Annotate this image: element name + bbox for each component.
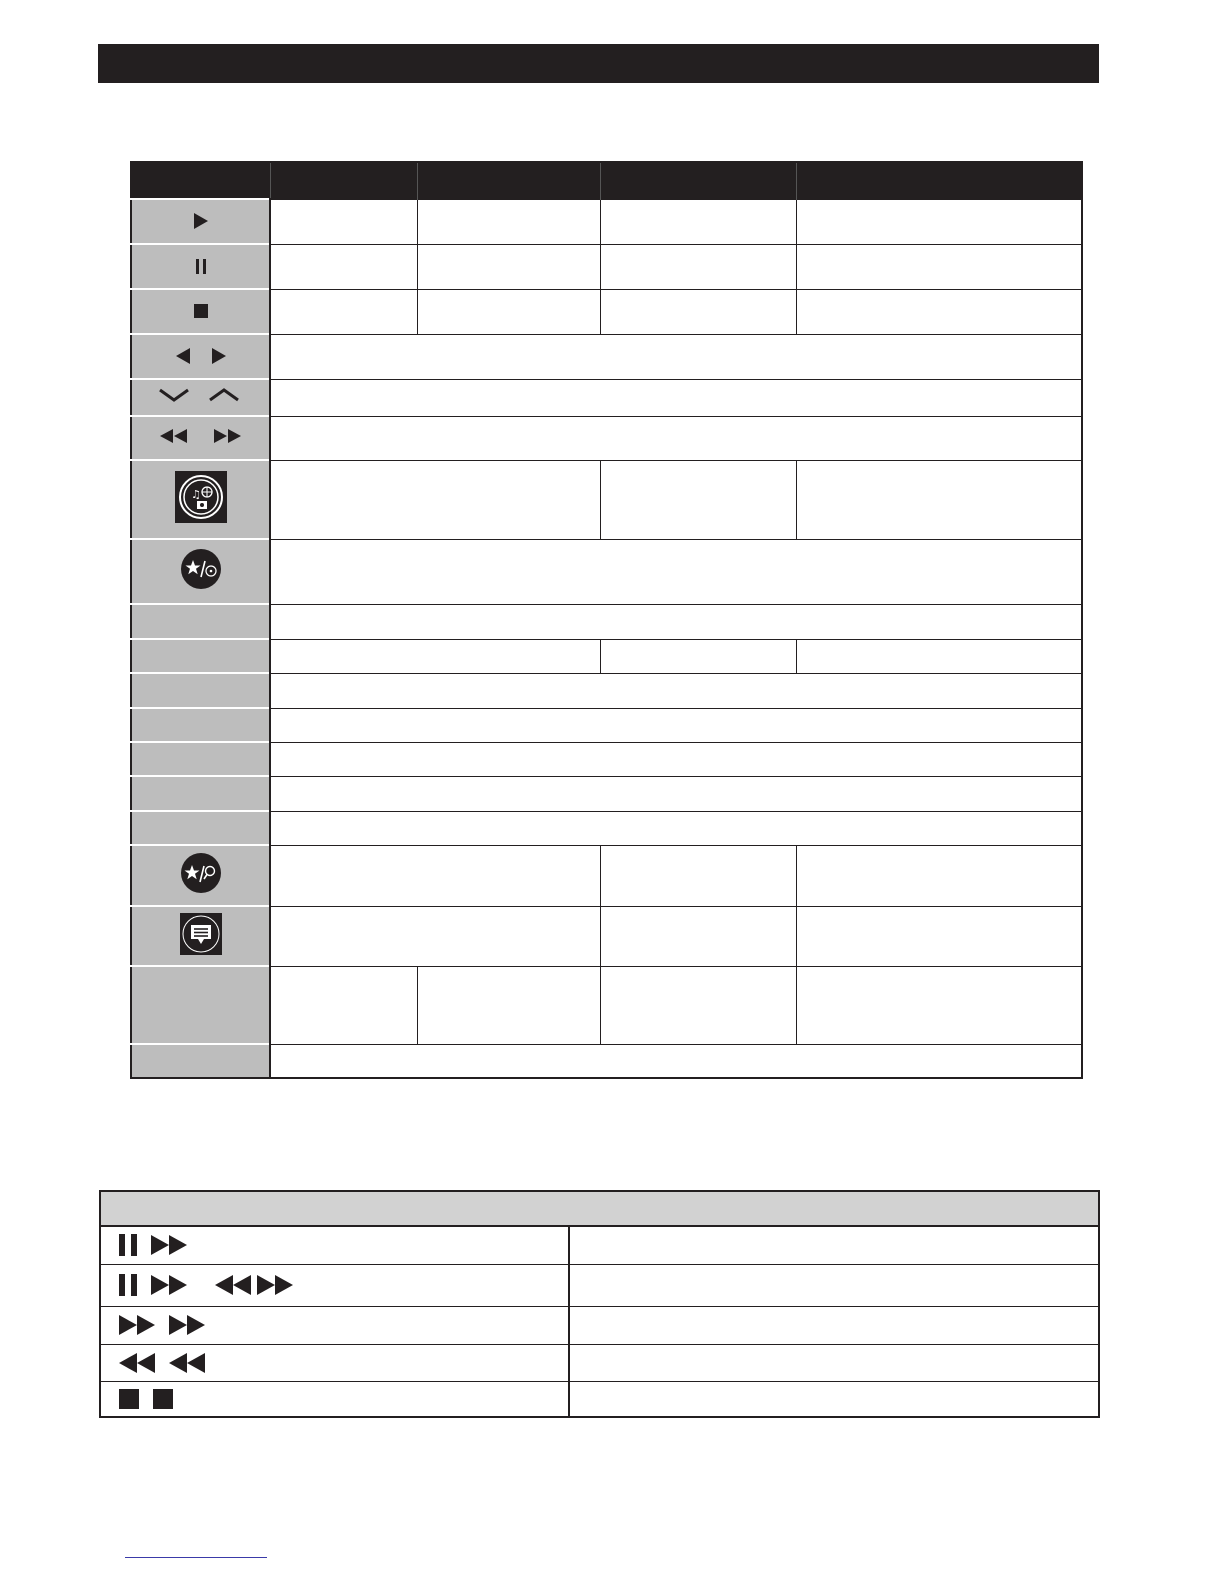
cell: [600, 639, 796, 673]
cell: [796, 845, 1082, 906]
key-cell: [131, 334, 270, 379]
table-row: [131, 334, 1082, 379]
cell: [270, 199, 417, 244]
key-cell: [131, 244, 270, 289]
rewind-icon: [169, 1353, 205, 1373]
table-row: [131, 776, 1082, 811]
table-row: [100, 1264, 1099, 1306]
table-row: [131, 379, 1082, 416]
table-row: [131, 289, 1082, 334]
table-row: [131, 673, 1082, 708]
cell: [796, 966, 1082, 1044]
table-row: [131, 639, 1082, 673]
pause-icon: [119, 1234, 137, 1256]
play-icon: [194, 213, 208, 229]
cell: [417, 199, 600, 244]
cell: [600, 906, 796, 966]
star-guide-button-icon: [180, 548, 222, 590]
cell: [417, 966, 600, 1044]
header-cell: [796, 162, 1082, 199]
rewind-icon: [119, 1353, 155, 1373]
cell: [270, 776, 1082, 811]
stop-icon: [194, 304, 208, 318]
cell: [270, 604, 1082, 639]
cell: [270, 539, 1082, 604]
key-cell: [131, 845, 270, 906]
table-row: [131, 416, 1082, 460]
description-cell: [569, 1344, 1099, 1381]
cell: [270, 906, 600, 966]
key-combo-cell: [100, 1226, 569, 1264]
table-header-row: [100, 1191, 1099, 1226]
playback-key-table: [99, 1190, 1100, 1418]
cell: [270, 289, 417, 334]
section-header-bar: [98, 44, 1099, 83]
cell: [270, 334, 1082, 379]
header-cell: [131, 162, 270, 199]
cell: [270, 244, 417, 289]
cell: [270, 460, 600, 539]
table-row: [131, 460, 1082, 539]
cell: [796, 460, 1082, 539]
star-search-button-icon: [180, 852, 222, 894]
media-browser-button-icon: [175, 471, 227, 523]
table-row: [100, 1226, 1099, 1264]
table-row: [131, 1044, 1082, 1078]
fast-forward-icon: [257, 1275, 293, 1295]
cell: [270, 416, 1082, 460]
cell: [270, 811, 1082, 845]
cell: [796, 199, 1082, 244]
cell: [600, 199, 796, 244]
key-cell: [131, 1044, 270, 1078]
table-row: [131, 845, 1082, 906]
key-combo-cell: [100, 1344, 569, 1381]
table-row: [131, 199, 1082, 244]
cell: [417, 244, 600, 289]
table-row: [100, 1344, 1099, 1381]
table-row: [131, 811, 1082, 845]
svg-text:♫: ♫: [190, 488, 201, 501]
table-row: [100, 1306, 1099, 1344]
subtitle-button-icon: [180, 913, 222, 955]
cell: [270, 379, 1082, 416]
cell: [270, 742, 1082, 776]
stop-icon: [119, 1389, 139, 1409]
key-combo-cell: [100, 1381, 569, 1417]
left-arrow-icon: [176, 348, 190, 364]
cell: [600, 845, 796, 906]
cell: [270, 673, 1082, 708]
cell: [796, 906, 1082, 966]
key-cell: [131, 776, 270, 811]
key-cell: [131, 966, 270, 1044]
cell: [600, 966, 796, 1044]
table-row: [131, 604, 1082, 639]
cell: [270, 845, 600, 906]
cell: [270, 966, 417, 1044]
table-row: [100, 1381, 1099, 1417]
description-cell: [569, 1381, 1099, 1417]
header-cell: [270, 162, 417, 199]
table-row: [131, 966, 1082, 1044]
pause-icon: [196, 259, 206, 274]
header-cell: [100, 1191, 1099, 1226]
right-arrow-icon: [212, 348, 226, 364]
cell: [600, 289, 796, 334]
key-combo-cell: [100, 1306, 569, 1344]
cell: [417, 289, 600, 334]
pause-icon: [119, 1274, 137, 1296]
table-row: [131, 708, 1082, 742]
table-row: [131, 906, 1082, 966]
key-cell: [131, 673, 270, 708]
fast-forward-icon: [119, 1315, 155, 1335]
footer-link-underline[interactable]: [125, 1557, 267, 1558]
key-cell: [131, 639, 270, 673]
fast-forward-icon: [151, 1235, 187, 1255]
table-row: [131, 742, 1082, 776]
key-cell: [131, 460, 270, 539]
down-up-chevrons-icon: [158, 385, 244, 405]
fast-forward-icon: [169, 1315, 205, 1335]
rewind-icon: [215, 1275, 251, 1295]
cell: [270, 708, 1082, 742]
cell: [600, 244, 796, 289]
description-cell: [569, 1306, 1099, 1344]
key-cell: [131, 604, 270, 639]
key-cell: [131, 199, 270, 244]
key-cell: [131, 539, 270, 604]
key-combo-cell: [100, 1264, 569, 1306]
cell: [270, 1044, 1082, 1078]
remote-key-table: [130, 161, 1083, 1079]
description-cell: [569, 1264, 1099, 1306]
key-cell: [131, 906, 270, 966]
key-cell: [131, 416, 270, 460]
fast-forward-icon: [151, 1275, 187, 1295]
stop-icon: [153, 1389, 173, 1409]
key-cell: [131, 379, 270, 416]
table-row: [131, 539, 1082, 604]
table-row: [131, 244, 1082, 289]
cell: [270, 639, 600, 673]
header-cell: [600, 162, 796, 199]
key-cell: [131, 811, 270, 845]
header-cell: [417, 162, 600, 199]
key-cell: [131, 708, 270, 742]
key-cell: [131, 742, 270, 776]
cell: [796, 244, 1082, 289]
cell: [796, 639, 1082, 673]
cell: [600, 460, 796, 539]
description-cell: [569, 1226, 1099, 1264]
cell: [796, 289, 1082, 334]
rewind-fast-forward-icon: [158, 427, 244, 445]
key-cell: [131, 289, 270, 334]
table-header-row: [131, 162, 1082, 199]
